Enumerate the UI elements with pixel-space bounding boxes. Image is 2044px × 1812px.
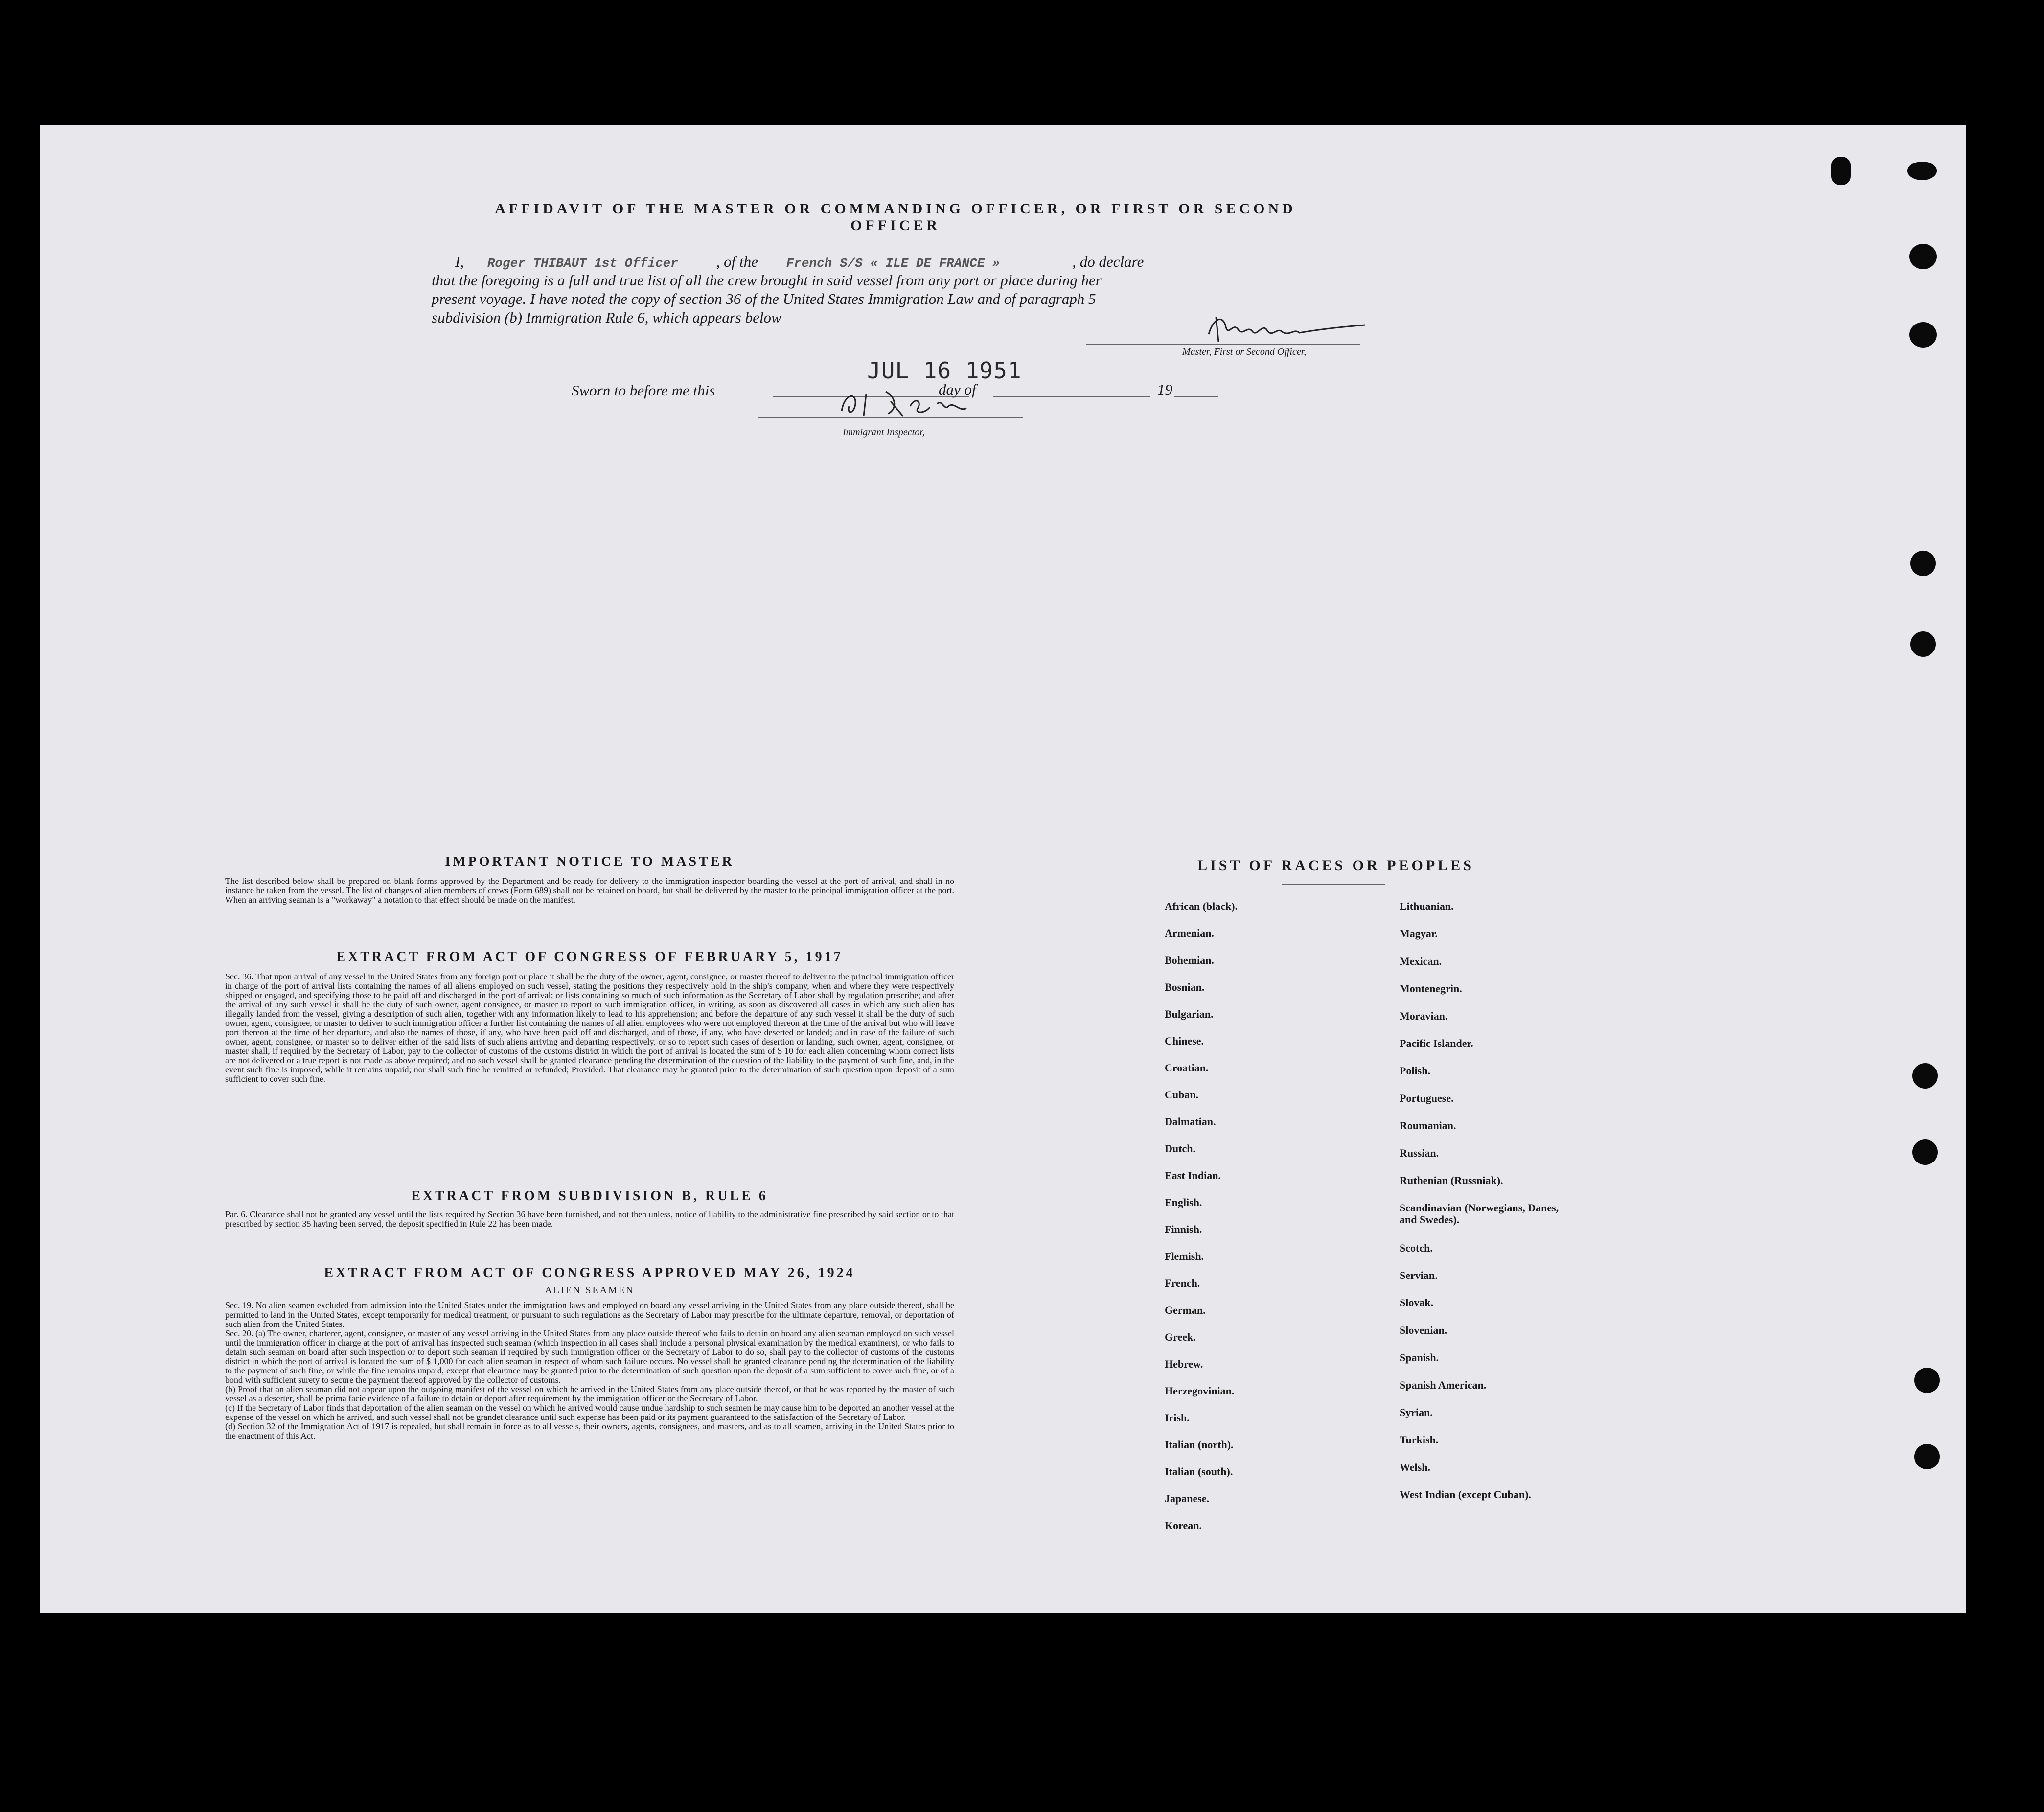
notice-title: IMPORTANT NOTICE TO MASTER — [445, 854, 735, 869]
affidavit-i: I, — [455, 253, 464, 270]
race-item: West Indian (except Cuban). — [1400, 1488, 1531, 1501]
races-column-1 — [1165, 901, 1370, 1547]
officer-name: Roger THIBAUT 1st Officer — [487, 256, 678, 271]
affidavit-title: AFFIDAVIT OF THE MASTER OR COMMANDING OFFICER, OR FIRST OR SECOND OFFICER — [495, 201, 1296, 233]
extract-1924-sec20d: (d) Section 32 of the Immigration Act of 1917 is repealed, but shall remain in force as to all vessels, their owners, agents, consignees, and masters, and as to all seamen, arriving in the United States prior to the enactment of this Act. — [225, 1421, 954, 1440]
race-item: Finnish. — [1165, 1223, 1202, 1235]
race-item: Korean. — [1165, 1519, 1202, 1532]
race-item: Lithuanian. — [1400, 900, 1454, 912]
race-item: French. — [1165, 1277, 1200, 1289]
vessel-name: French S/S « ILE DE FRANCE » — [786, 256, 1000, 271]
master-signature — [1204, 307, 1370, 347]
extract-1924-sec20b: (b) Proof that an alien seaman did not appear upon the outgoing manifest of the vessel on which he arrived in the United States from any place outside thereof, or that he was reported by the master of such vessel as a deserter, shall be prima facie evidence of a failure to detain or deport after requirement by the immigration officer or the Secretary of Labor. — [225, 1384, 954, 1403]
race-item: German. — [1165, 1304, 1206, 1316]
race-item: Welsh. — [1400, 1461, 1430, 1473]
race-item: East Indian. — [1165, 1169, 1221, 1182]
extract-1924-sec20a: Sec. 20. (a) The owner, charterer, agent, consignee, or master of any vessel arriving in the United States from any place outside thereof who fails to detain on board any alien seaman employed on such vessel until the immigration officer in charge at the port of arrival has inspected such seaman (which inspection in all cases shall include a personal physical examination by the medical examiners), or who fails to detain such seaman on board after such inspection or to deport such seaman if required by such immigration officer or the Secretary of Labor to do so, shall pay to the collector of customs of the customs district in which the port of arrival is located the sum of $ 1,000 for each alien seaman in respect of whom such failure occurs. No vessel shall be granted clearance pending the determination of the liability to the payment of such fine, or while the fine remains unpaid, except that clearance may be granted prior to the determination of such question upon the deposit of a sum sufficient to cover such fine, or of a bond with sufficient surety to secure the payment thereof approved by the collector of customs. — [225, 1328, 954, 1385]
race-item: Hebrew. — [1165, 1358, 1203, 1370]
date-stamp: JUL 16 1951 — [867, 357, 1022, 384]
binder-hole — [1907, 162, 1937, 180]
sworn-month-line — [993, 396, 1150, 397]
affidavit-do-declare: , do declare — [1072, 253, 1144, 270]
races-column-2 — [1400, 901, 1576, 1518]
race-item: Cuban. — [1165, 1089, 1199, 1101]
binder-hole — [1909, 244, 1937, 269]
notice-section — [225, 854, 954, 905]
extract-1917-section — [225, 950, 954, 1084]
race-item: African (black). — [1165, 900, 1238, 912]
extract-rule6-section — [225, 1188, 954, 1229]
race-item: Dutch. — [1165, 1142, 1195, 1155]
race-item: Russian. — [1400, 1147, 1439, 1159]
race-item: Roumanian. — [1400, 1119, 1456, 1132]
inspector-caption: Immigrant Inspector, — [843, 427, 925, 438]
race-item: Turkish. — [1400, 1434, 1439, 1446]
extract-1917-body: Sec. 36. That upon arrival of any vessel in the United States from any foreign port or place it shall be the duty of the owner, agent, consignee, or master thereof to deliver to the principal immigration officer in charge of the port of arrival lists containing the names of all aliens employed on such vessel, stating the positions they respectively hold in the ship's company, when and where they were respectively shipped or engaged, and specifying those to be paid off and discharged in the port of arrival; or lists containing so much of such information as the Secretary of Labor shall by regulation prescribe; and after the arrival of any such vessel it shall be the duty of such owner, agent consignee, or master to report to such immigration officer, in writing, as soon as discovered all cases in which any such alien has illegally landed from the vessel, giving a description of such alien, together with any information likely to lead to his apprehension; and before the departure of any such vessel it shall be the duty of such owner, agent, consignee, or master to deliver to such immigration officer a further list containing the names of all alien employees who were not employed thereon at the time of the arrival but who will leave port thereon at the time of her departure, and also the names of those, if any, who have been paid off and discharged, and of those, if any, who have deserted or landed; and in case of the failure of such owner, agent, consignee, or master so to deliver either of the said lists of such aliens arriving and departing respectively, or so to report such cases of desertion or landing, such owner, agent, consignee, or master shall, if required by the Secretary of Labor, pay to the collector of customs of the customs district in which the port of arrival is located the sum of $ 10 for each alien concerning whom correct lists are not delivered or a true report is not made as above required; and no such vessel shall be granted clearance pending the determination of the question of the liability to the payment of such fine, and, in the event such fine is imposed, while it remains unpaid; nor shall such fine be remitted or refunded; Provided. That clearance may be granted prior to the determination of such question upon deposit of a sum sufficient to cover such fine. — [225, 972, 954, 1084]
race-item: Armenian. — [1165, 927, 1214, 939]
race-item: Mexican. — [1400, 955, 1442, 967]
binder-hole — [1914, 1444, 1940, 1469]
race-item: English. — [1165, 1196, 1202, 1208]
notice-body: The list described below shall be prepared on blank forms approved by the Department and be ready for delivery to the immigration inspector boarding the vessel at the port of arrival, and shall in no instance be taken from the vessel. The list of changes of alien members of crews (Form 689) shall not be retained on board, but shall be delivered by the master to the principal immigration officer at the port. When an arriving seaman is a "workaway" a notation to that effect should be made on the manifest. — [225, 876, 954, 905]
year-prefix: 19 — [1157, 381, 1172, 398]
extract-1924-sec19: Sec. 19. No alien seamen excluded from admission into the United States under the immigration laws and employed on board any vessel arriving in the United States from any place outside thereof, shall be permitted to land in the United States, except temporarily for medical treatment, or pursuant to such regulations as the Secretary of Labor may prescribe for the ultimate departure, removal, or deportation of such alien from the United States. — [225, 1301, 954, 1329]
sworn-year-line — [1174, 396, 1218, 397]
races-title-rule — [1282, 884, 1385, 885]
race-item: Greek. — [1165, 1331, 1196, 1343]
binder-hole — [1912, 1139, 1938, 1165]
affidavit-line1 — [455, 252, 1355, 273]
extract-1917-title: EXTRACT FROM ACT OF CONGRESS OF FEBRUARY 5, 1917 — [336, 950, 843, 965]
race-item: Bohemian. — [1165, 954, 1214, 966]
race-item: Spanish American. — [1400, 1379, 1487, 1391]
race-item: Slovak. — [1400, 1297, 1434, 1309]
affidavit-line3: present voyage. I have noted the copy of section 36 of the United States Immigration Law and of paragraph 5 — [432, 290, 1096, 307]
race-item: Scotch. — [1400, 1242, 1433, 1254]
race-item: Bosnian. — [1165, 981, 1205, 993]
binder-hole — [1910, 631, 1936, 657]
extract-1924-title: EXTRACT FROM ACT OF CONGRESS APPROVED MAY 26, 1924 — [324, 1265, 855, 1280]
sworn-text: Sworn to before me this — [572, 382, 715, 399]
race-item: Irish. — [1165, 1412, 1190, 1424]
race-item: Japanese. — [1165, 1492, 1210, 1505]
race-item: Portuguese. — [1400, 1092, 1454, 1104]
affidavit-of-the: , of the — [716, 253, 758, 270]
race-item: Servian. — [1400, 1269, 1438, 1281]
master-caption: Master, First or Second Officer, — [1182, 347, 1307, 357]
race-item: Pacific Islander. — [1400, 1037, 1473, 1049]
binder-hole — [1914, 1368, 1940, 1393]
race-item: Italian (south). — [1165, 1465, 1233, 1478]
binder-hole — [1909, 322, 1937, 348]
extract-rule6-title: EXTRACT FROM SUBDIVISION B, RULE 6 — [411, 1188, 768, 1204]
races-title: LIST OF RACES OR PEOPLES — [1197, 858, 1474, 874]
extract-1924-section — [225, 1265, 954, 1440]
race-item: Croatian. — [1165, 1062, 1209, 1074]
race-item: Herzegovinian. — [1165, 1385, 1235, 1397]
race-item: Ruthenian (Russniak). — [1400, 1174, 1503, 1186]
race-item: Moravian. — [1400, 1010, 1448, 1022]
race-item: Chinese. — [1165, 1035, 1204, 1047]
extract-1924-subtitle: ALIEN SEAMEN — [545, 1285, 635, 1296]
race-item: Italian (north). — [1165, 1439, 1234, 1451]
race-item: Dalmatian. — [1165, 1115, 1216, 1128]
day-of-text: day of — [939, 381, 976, 398]
race-item: Flemish. — [1165, 1250, 1204, 1262]
inspector-signature-line — [758, 417, 1023, 418]
binder-hole — [1912, 1063, 1938, 1089]
race-item: Polish. — [1400, 1065, 1430, 1077]
affidavit-line4: subdivision (b) Immigration Rule 6, which appears below — [432, 309, 781, 326]
race-item: Scandinavian (Norwegians, Danes, and Swedes). — [1400, 1202, 1559, 1226]
race-item: Spanish. — [1400, 1351, 1439, 1364]
race-item: Montenegrin. — [1400, 982, 1462, 995]
race-item: Syrian. — [1400, 1406, 1433, 1418]
race-item: Magyar. — [1400, 928, 1438, 940]
extract-1924-sec20c: (c) If the Secretary of Labor finds that deportation of the alien seaman on the vessel on which he arrived would cause undue hardship to such seamen he may cause him to be deported an another vessel at the expense of the vessel on which he arrived, and such vessel shall not be grandet clearance until such expense has been paid or its payment guaranteed to the satisfaction of the Secretary of Labor. — [225, 1403, 954, 1422]
binder-hole — [1831, 157, 1851, 185]
extract-rule6-body: Par. 6. Clearance shall not be granted any vessel until the lists required by Section 36 have been furnished, and not then unless, notice of liability to the administrative fine prescribed by said section or to that prescribed by section 35 having been served, the deposit specified in Rule 22 has been made. — [225, 1209, 954, 1229]
race-item: Bulgarian. — [1165, 1008, 1214, 1020]
inspector-signature — [837, 387, 998, 421]
race-item: Slovenian. — [1400, 1324, 1447, 1336]
affidavit-line2: that the foregoing is a full and true list of all the crew brought in said vessel from any port or place during her — [432, 272, 1102, 289]
master-signature-line — [1086, 344, 1360, 345]
binder-hole — [1910, 551, 1936, 576]
